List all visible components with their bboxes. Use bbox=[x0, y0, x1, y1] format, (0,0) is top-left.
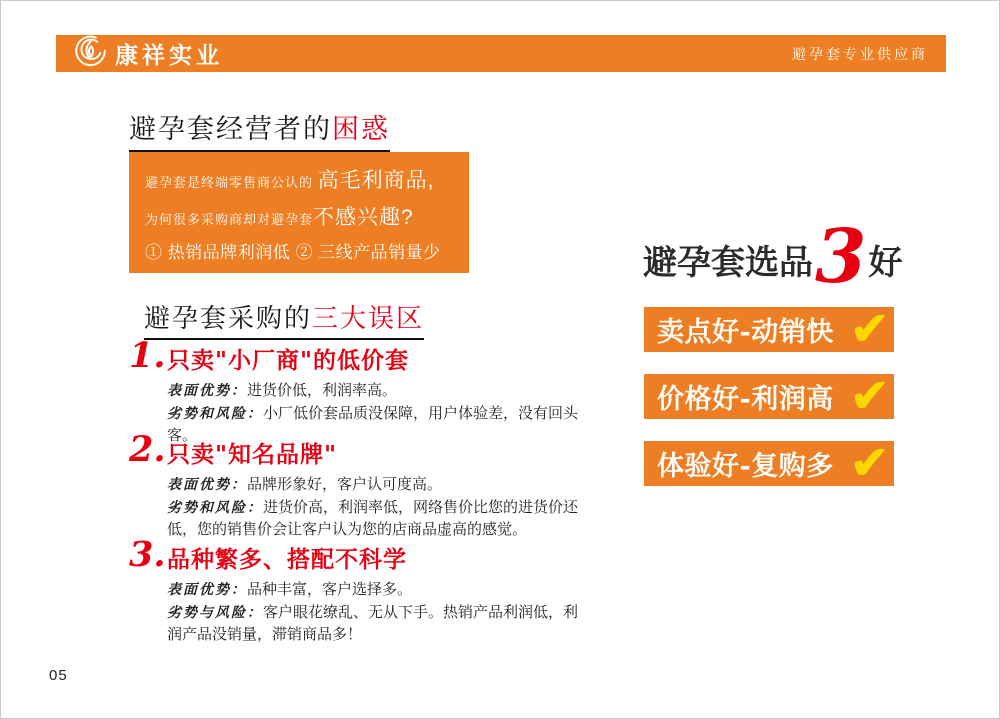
mistakes-title bbox=[144, 298, 424, 340]
mistake-1-cons: 劣势和风险：小厂低价套品质没保障，用户体验差，没有回头客。 bbox=[167, 404, 579, 444]
confusion-box bbox=[129, 152, 469, 273]
selection-point-2 bbox=[644, 368, 894, 424]
selection-point-2-label: 价格好-利润高 bbox=[657, 384, 834, 415]
mistake-item-1 bbox=[129, 335, 599, 448]
mistake-1-pros: 表面优势：进货价低，利润率高。 bbox=[167, 382, 398, 399]
mistake-item-2 bbox=[129, 429, 599, 542]
phoenix-swirl-icon bbox=[74, 35, 107, 73]
mistake-3-detail bbox=[167, 579, 592, 647]
selection-title-number: 3 bbox=[815, 214, 867, 300]
brand-logo bbox=[74, 35, 223, 73]
mistake-1-head bbox=[129, 335, 599, 376]
confusion-line-3: ① 热销品牌利润低 ② 三线产品销量少 bbox=[145, 243, 441, 262]
selection-title bbox=[643, 214, 903, 300]
mistake-2-detail bbox=[167, 474, 592, 542]
confusion-line-2: 为何很多采购商却对避孕套不感兴趣? bbox=[145, 206, 414, 229]
page-number: 05 bbox=[49, 667, 68, 684]
mistake-2-head bbox=[129, 429, 599, 470]
mistake-2-cons: 劣势和风险：进货价高，利润率低，网络售价比您的进货价还低，您的销售价会让客户认为您的店商品虚高的感觉。 bbox=[167, 498, 579, 538]
mistakes-title-highlight: 三大误区 bbox=[312, 303, 425, 333]
mistake-3-number: 3. bbox=[129, 534, 166, 575]
check-icon: ✔ bbox=[849, 435, 890, 491]
mistake-3-head bbox=[129, 534, 599, 575]
mistakes-title-prefix: 避孕套采购的 bbox=[144, 303, 313, 333]
confusion-title bbox=[129, 107, 390, 152]
confusion-title-highlight: 困惑 bbox=[332, 114, 390, 144]
mistake-3-pros: 表面优势：品种丰富，客户选择多。 bbox=[167, 581, 413, 598]
confusion-line-1: 避孕套是终端零售商公认的 高毛利商品, bbox=[145, 169, 435, 192]
confusion-title-prefix: 避孕套经营者的 bbox=[129, 114, 332, 144]
brand-name: 康祥实业 bbox=[115, 42, 223, 68]
check-icon: ✔ bbox=[849, 301, 890, 357]
header-bar bbox=[56, 35, 946, 72]
selection-title-suffix: 好 bbox=[868, 242, 903, 283]
mistake-3-heading: 品种繁多、搭配不科学 bbox=[167, 546, 407, 573]
check-icon: ✔ bbox=[849, 368, 890, 424]
selection-point-3 bbox=[644, 435, 894, 491]
selection-point-1-label: 卖点好-动销快 bbox=[657, 317, 834, 348]
mistake-1-number: 1. bbox=[129, 335, 166, 376]
mistake-1-heading: 只卖"小厂商"的低价套 bbox=[167, 347, 409, 374]
selection-point-3-label: 体验好-复购多 bbox=[657, 451, 834, 482]
mistake-3-cons: 劣势与风险：客户眼花缭乱、无从下手。热销产品利润低，利润产品没销量，滞销商品多！ bbox=[167, 603, 579, 643]
mistake-2-pros: 表面优势：品牌形象好，客户认可度高。 bbox=[167, 476, 443, 493]
header-tagline: 避孕套专业供应商 bbox=[792, 45, 928, 62]
mistake-2-heading: 只卖"知名品牌" bbox=[167, 441, 337, 468]
mistake-2-number: 2. bbox=[129, 429, 166, 470]
selection-point-1 bbox=[644, 301, 894, 357]
mistake-item-3 bbox=[129, 534, 599, 647]
selection-title-prefix: 避孕套选品 bbox=[643, 242, 813, 283]
